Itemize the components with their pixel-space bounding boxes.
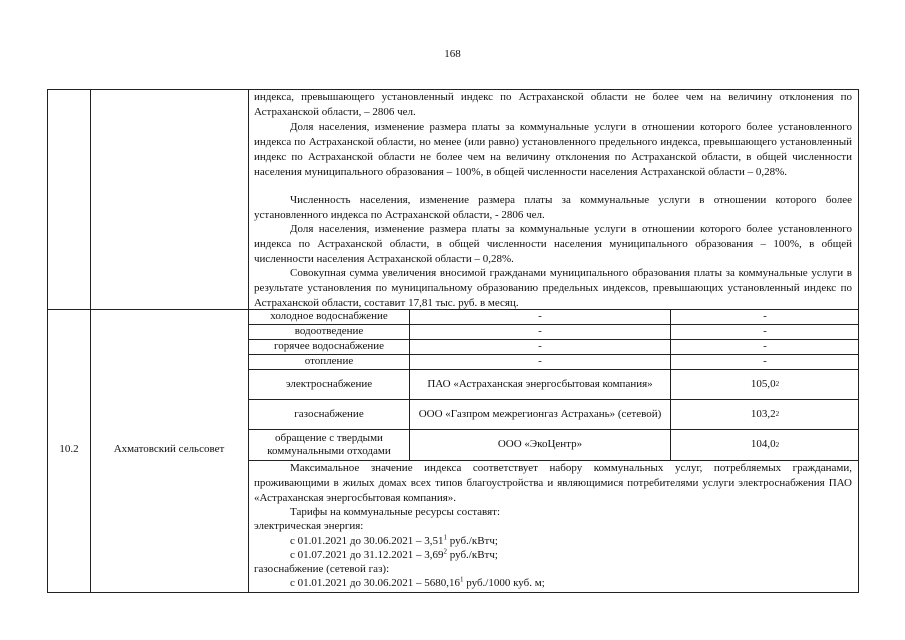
- service-cell: водоотведение: [294, 325, 364, 337]
- service-cell: обращение с твердыми коммунальными отходами: [267, 431, 391, 457]
- index-cell: -: [763, 355, 767, 367]
- page-number: 168: [444, 48, 461, 60]
- tariff-period: с 01.07.2021 до 31.12.2021 – 3,69: [290, 549, 444, 561]
- service-cell: электроснабжение: [285, 377, 373, 390]
- gas-label: газоснабжение (сетевой газ):: [254, 563, 390, 575]
- tariff-period: с 01.01.2021 до 30.06.2021 – 5680,16: [290, 577, 460, 589]
- index-cell: 105,0 2: [750, 377, 780, 390]
- provider-cell: -: [538, 340, 542, 352]
- service-cell: отопление: [304, 355, 354, 367]
- tariffs-heading: Тарифы на коммунальные ресурсы составят:: [290, 506, 501, 518]
- tariff-footnote: 1: [443, 533, 447, 542]
- tariff-unit: руб./кВтч;: [446, 535, 498, 547]
- electricity-label: электрическая энергия:: [254, 520, 364, 532]
- gas-tariff-1: [290, 576, 545, 591]
- service-cell: горячее водоснабжение: [274, 340, 384, 352]
- provider-cell: ООО «Газпром межрегионгаз Астрахань» (сетевой): [418, 407, 662, 420]
- index-cell: -: [763, 325, 767, 337]
- provider-cell: -: [538, 310, 542, 322]
- row-number: 10.2: [59, 443, 79, 455]
- paragraph-2: Доля населения, изменение размера платы за коммунальные услуги в отношении которого более установленного индекса по Астраханской области, но менее (или равно) установленного предельного индекса, превышающего установленный индекс по Астраханской области не более чем на величину отклонения по Астраханской области, в общей численности населения муниципального образования – 100%, в общей численности населения Астраханской области – 0,28%.: [254, 121, 852, 178]
- paragraph-5: Совокупная сумма увеличения вносимой гражданами муниципального образования платы за коммунальные услуги в результате установления по муниципальному образованию предельных индексов, превышающих установленный индекс по Астраханской области, составит 17,81 тыс. руб. в месяц.: [254, 267, 852, 309]
- tariff-footnote: 2: [443, 547, 447, 556]
- service-cell: холодное водоснабжение: [270, 310, 388, 322]
- paragraph-4: Доля населения, изменение размера платы за коммунальные услуги в отношении которого более установленного индекса по Астраханской области, в общей численности населения муниципального образования – 100%, в общей численности населения Астраханской области – 0,28%.: [254, 223, 852, 265]
- service-cell: газоснабжение: [294, 407, 364, 420]
- provider-cell: ПАО «Астраханская энергосбытовая компания»: [427, 377, 653, 390]
- tariff-footnote: 1: [459, 575, 464, 584]
- tariff-unit: руб./кВтч;: [446, 549, 498, 561]
- electricity-tariff-1: [290, 534, 498, 549]
- index-value: 104,0: [750, 438, 776, 450]
- index-value: 105,0: [750, 377, 776, 390]
- paragraph-3: Численность населения, изменение размера платы за коммунальные услуги в отношении которого более установленного индекса по Астраханской области, - 2806 чел.: [254, 194, 852, 221]
- electricity-tariff-2: [290, 548, 498, 563]
- tariff-period: с 01.01.2021 до 30.06.2021 – 3,51: [290, 535, 444, 547]
- provider-cell: ООО «ЭкоЦентр»: [497, 438, 583, 450]
- index-cell: 104,0 2: [750, 438, 780, 450]
- provider-cell: -: [538, 325, 542, 337]
- tariff-unit: руб./1000 куб. м;: [463, 577, 545, 589]
- index-cell: 103,2 2: [750, 407, 780, 420]
- provider-cell: -: [538, 355, 542, 367]
- row-name: Ахматовский сельсовет: [113, 443, 225, 455]
- index-value: 103,2: [750, 407, 776, 420]
- max-index-paragraph: Максимальное значение индекса соответствует набору коммунальных услуг, потребляемых гражданами, проживающими в жилых домах всех типов благоустройства и являющимися потребителями услуги электроснабжения ПАО «Астраханская энергосбытовая компания».: [254, 462, 852, 504]
- index-cell: -: [763, 310, 767, 322]
- index-cell: -: [763, 340, 767, 352]
- col-sep-1: [90, 89, 91, 593]
- paragraph-1: индекса, превышающего установленный индекс по Астраханской области не более чем на величину отклонения по Астраханской области, – 2806 чел.: [254, 91, 852, 118]
